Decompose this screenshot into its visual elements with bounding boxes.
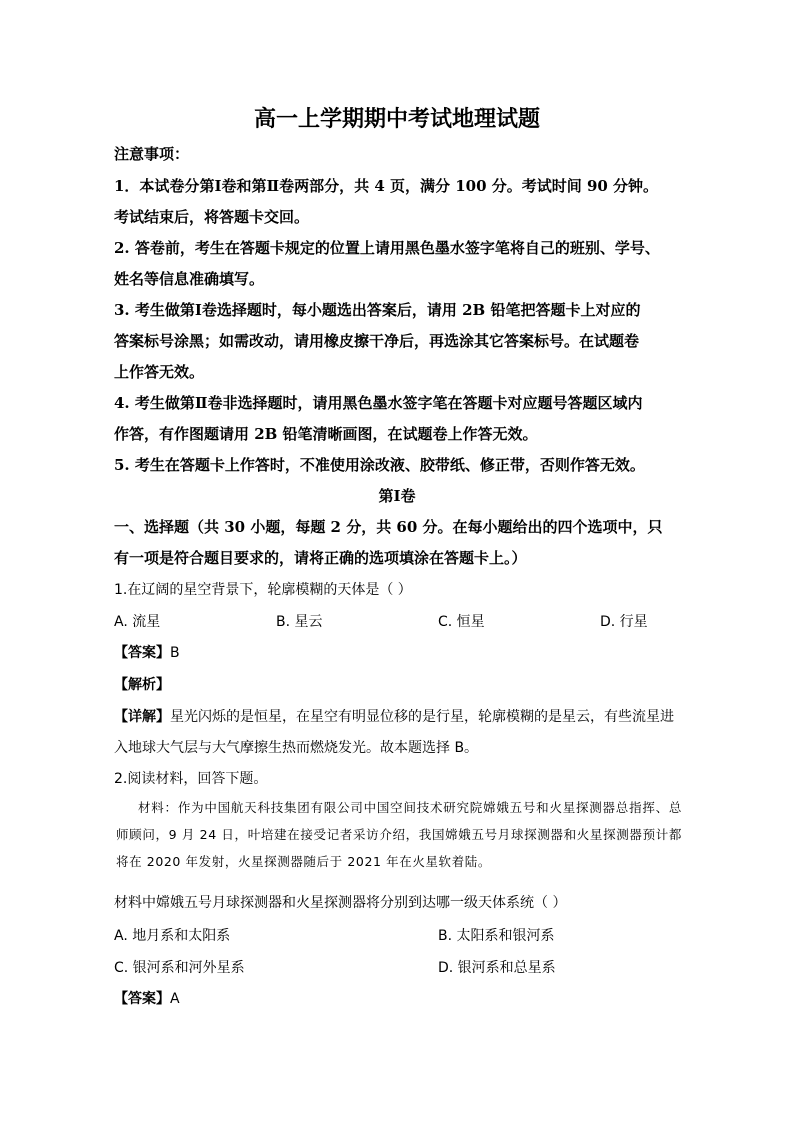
q2-answer	[114, 992, 180, 1006]
q1-option-b: B. 星云	[276, 614, 323, 630]
q1-option-a: A. 流星	[114, 614, 161, 630]
notice-line: 姓名等信息准确填写。	[114, 270, 265, 288]
notice-line: 3. 考生做第Ⅰ卷选择题时，每小题选出答案后，请用 2B 铅笔把答题卡上对应的	[114, 301, 641, 319]
q2-option-c: C. 银河系和河外星系	[114, 960, 245, 976]
q1-detail	[114, 710, 674, 724]
notice-line: 考试结束后，将答题卡交回。	[114, 208, 310, 226]
notice-line: 作答，有作图题请用 2B 铅笔清晰画图，在试题卷上作答无效。	[114, 425, 538, 443]
answer-value: B	[170, 645, 180, 661]
q1-option-c: C. 恒星	[438, 614, 485, 630]
notice-line: 5. 考生在答题卡上作答时，不准使用涂改液、胶带纸、修正带，否则作答无效。	[114, 456, 645, 474]
notice-line: 1．本试卷分第Ⅰ卷和第Ⅱ卷两部分，共 4 页，满分 100 分。考试时间 90 分钟。	[114, 177, 659, 195]
q1-option-d: D. 行星	[600, 614, 648, 630]
question-1-stem: 1.在辽阔的星空背景下，轮廓模糊的天体是（ ）	[114, 582, 412, 598]
answer-label: 【答案】	[114, 991, 170, 1007]
q2-material: 材料：作为中国航天科技集团有限公司中国空间技术研究院嫦娥五号和火星探测器总指挥、总师顾问，9 月 24 日，叶培建在接受记者采访介绍，我国嫦娥五号月球探测器和火星探测器预计都将在 2020 年发射，火星探测器随后于 2021 年在火星软着陆。	[116, 800, 682, 869]
section-heading: 一、选择题（共 30 小题，每题 2 分，共 60 分。在每小题给出的四个选项中，只	[114, 518, 663, 536]
answer-label: 【答案】	[114, 645, 170, 661]
exam-title: 高一上学期期中考试地理试题	[253, 106, 540, 132]
detail-label: 【详解】	[114, 709, 170, 725]
question-2-stem: 2.阅读材料，回答下题。	[114, 771, 268, 787]
notice-line: 2. 答卷前，考生在答题卡规定的位置上请用黑色墨水签字笔将自己的班别、学号、	[114, 239, 660, 257]
q1-detail-cont: 入地球大气层与大气摩擦生热而燃烧发光。故本题选择 B。	[114, 740, 479, 756]
notice-line: 上作答无效。	[114, 363, 205, 381]
answer-value: A	[170, 991, 180, 1007]
notice-line: 4. 考生做第Ⅱ卷非选择题时，请用黑色墨水签字笔在答题卡对应题号答题区域内	[114, 394, 643, 412]
notice-line: 答案标号涂黑；如需改动，请用橡皮擦干净后，再选涂其它答案标号。在试题卷	[114, 332, 640, 350]
q2-question: 材料中嫦娥五号月球探测器和火星探测器将分别到达哪一级天体系统（ ）	[114, 895, 567, 911]
q1-analysis-label: 【解析】	[114, 677, 170, 693]
q2-option-b: B. 太阳系和银河系	[438, 928, 555, 944]
q2-option-a: A. 地月系和太阳系	[114, 928, 231, 944]
q1-answer	[114, 646, 180, 660]
notice-heading: 注意事项：	[114, 145, 190, 163]
detail-text: 星光闪烁的是恒星，在星空有明显位移的是行星，轮廓模糊的是星云，有些流星进	[170, 709, 674, 725]
volume-heading: 第Ⅰ卷	[378, 487, 416, 505]
q2-option-d: D. 银河系和总星系	[438, 960, 556, 976]
section-heading-cont: 有一项是符合题目要求的，请将正确的选项填涂在答题卡上。）	[114, 549, 527, 567]
